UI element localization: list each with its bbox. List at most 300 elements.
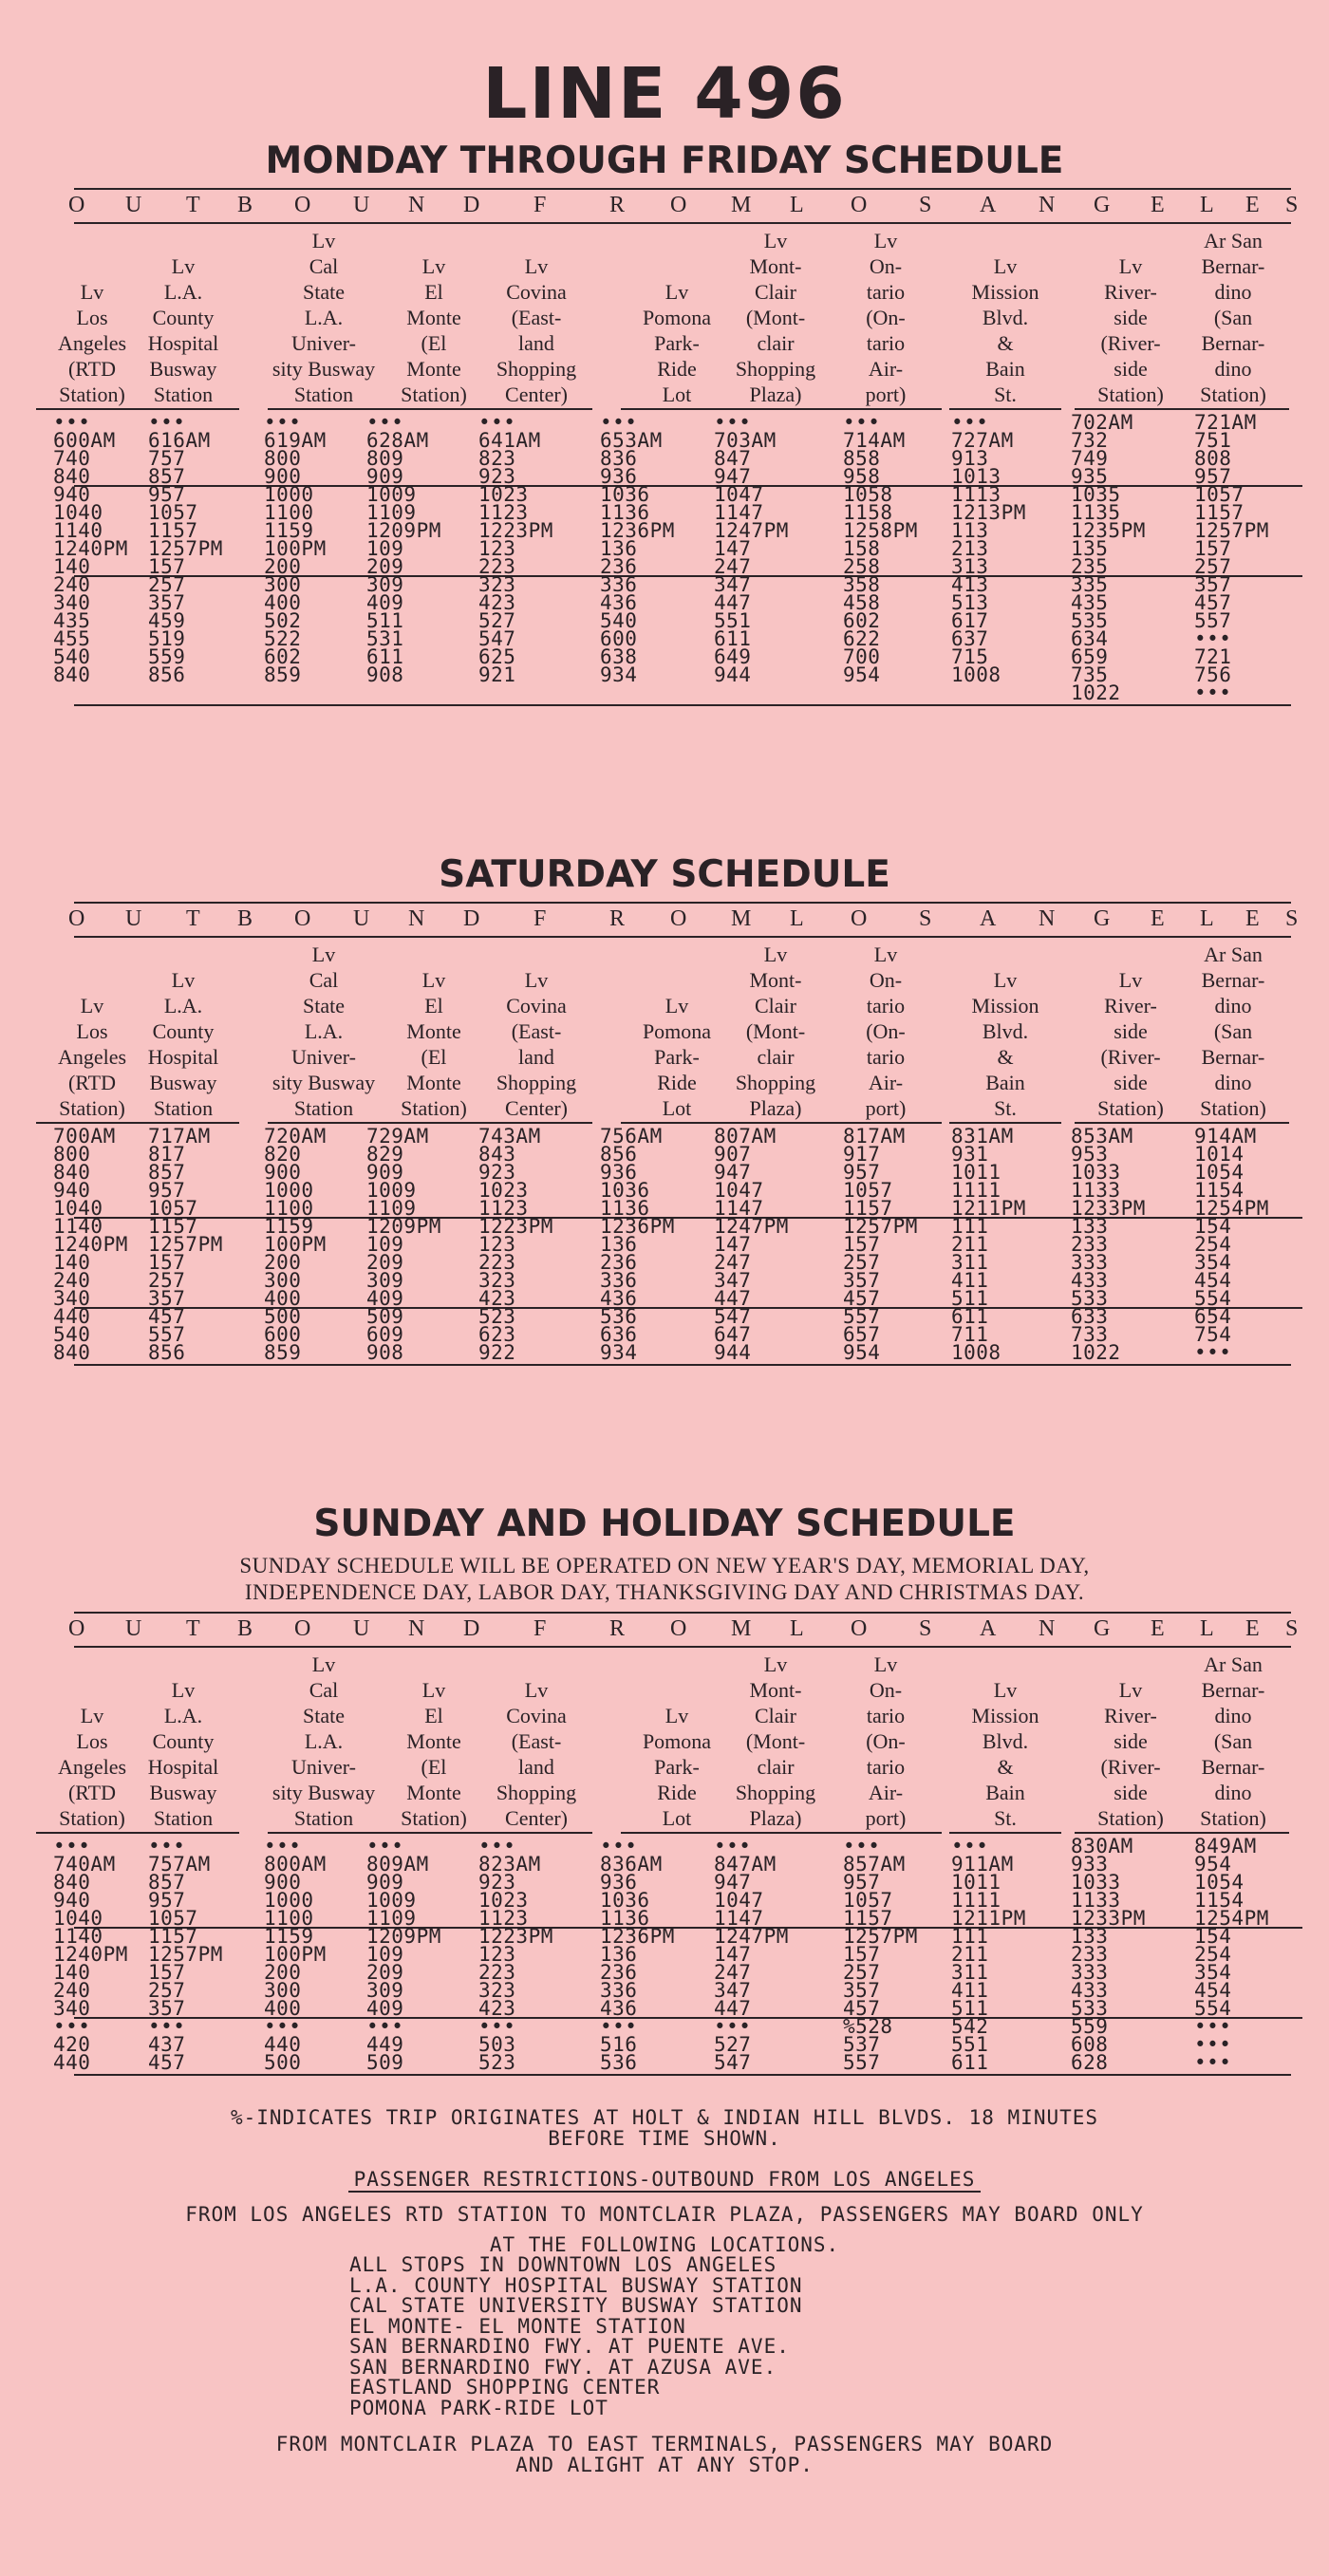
- time-cell: 907: [714, 1143, 752, 1166]
- column-header-line: On-: [869, 1678, 903, 1702]
- column-header-line: Lv: [311, 1652, 336, 1676]
- column-header-line: Univer-: [291, 1045, 356, 1069]
- banner-letter: N: [408, 193, 425, 217]
- column-header: [949, 967, 1061, 1124]
- column-header-line: clair: [757, 1045, 795, 1069]
- banner-letter: M: [731, 906, 752, 931]
- time-cell: 1057: [843, 1179, 893, 1202]
- time-cell: 1257PM: [148, 537, 223, 560]
- time-cell: 840: [53, 465, 91, 488]
- time-cell: 1023: [478, 483, 529, 506]
- time-cell: 702AM: [1071, 411, 1133, 434]
- time-cell: 1257PM: [843, 1215, 918, 1238]
- restrictions-line-1: FROM LOS ANGELES RTD STATION TO MONTCLAIR PLAZA, PASSENGERS MAY BOARD ONLY: [185, 2203, 1144, 2226]
- time-cell: 254: [1194, 1233, 1232, 1256]
- time-cell: 257: [148, 1979, 186, 2002]
- banner-letter: F: [533, 1616, 547, 1641]
- time-cell: 936: [600, 465, 638, 488]
- time-cell: 1013: [951, 465, 1001, 488]
- time-cell: 1111: [951, 1179, 1001, 1202]
- time-cell: 233: [1071, 1233, 1109, 1256]
- column-header: [480, 253, 592, 410]
- time-cell: 157: [148, 1961, 186, 1984]
- time-cell: 900: [264, 1161, 302, 1184]
- time-cell: 703AM: [714, 429, 777, 452]
- time-cell: 136: [600, 1943, 638, 1966]
- column-header-line: Pomona: [642, 306, 712, 329]
- boarding-location-item: SAN BERNARDINO FWY. AT AZUSA AVE.: [349, 2355, 777, 2379]
- row-divider: [74, 2017, 1302, 2019]
- time-cell: 700: [843, 645, 881, 668]
- restrictions-line-2: AT THE FOLLOWING LOCATIONS.: [489, 2233, 840, 2256]
- column-header-line: Lv: [1118, 968, 1143, 992]
- time-cell: •••: [366, 411, 404, 434]
- time-cell: 240: [53, 1979, 91, 2002]
- time-cell: •••: [478, 2015, 516, 2038]
- column-header-line: Angeles: [57, 331, 127, 355]
- column-header-line: Air-: [868, 1071, 904, 1094]
- time-cell: 1057: [1194, 483, 1245, 506]
- time-cell: 1123: [478, 1197, 529, 1220]
- column-header: [127, 1677, 239, 1834]
- column-header-line: Lv: [1118, 254, 1143, 278]
- time-cell: 300: [264, 573, 302, 596]
- row-divider: [74, 1307, 1302, 1309]
- time-cell: 807AM: [714, 1125, 777, 1148]
- time-cell: 409: [366, 591, 404, 614]
- time-cell: 1011: [951, 1871, 1001, 1894]
- column-header-line: Bernar-: [1201, 968, 1265, 992]
- time-cell: 357: [1194, 573, 1232, 596]
- time-cell: 457: [148, 2051, 186, 2074]
- time-cell: 1135: [1071, 501, 1121, 524]
- column-header: [720, 1652, 832, 1834]
- column-header-line: Pomona: [642, 1019, 712, 1043]
- time-cell: 154: [1194, 1215, 1232, 1238]
- time-cell: 1254PM: [1194, 1197, 1269, 1220]
- time-cell: •••: [843, 411, 881, 434]
- time-cell: 954: [843, 663, 881, 686]
- column-header: [268, 228, 380, 410]
- time-cell: 934: [600, 1341, 638, 1364]
- time-cell: 236: [600, 1961, 638, 1984]
- time-cell: 840: [53, 1871, 91, 1894]
- time-cell: 940: [53, 1889, 91, 1912]
- time-cell: 333: [1071, 1251, 1109, 1274]
- table-bottom-rule: [74, 1364, 1291, 1366]
- column-header-line: Covina: [506, 994, 567, 1017]
- time-cell: 357: [843, 1269, 881, 1292]
- time-cell: 600AM: [53, 429, 116, 452]
- time-cell: 436: [600, 591, 638, 614]
- time-cell: 743AM: [478, 1125, 541, 1148]
- column-header-line: County: [152, 1019, 215, 1043]
- time-cell: 1159: [264, 1925, 314, 1948]
- column-header-line: (East-: [511, 1019, 562, 1043]
- row-divider: [74, 485, 1302, 487]
- time-cell: 1147: [714, 1197, 764, 1220]
- column-header-line: Ar San: [1204, 943, 1263, 966]
- column-header: [1075, 1677, 1187, 1834]
- time-cell: 1140: [53, 1925, 103, 1948]
- east-terminals-line-2: AND ALIGHT AT ANY STOP.: [515, 2454, 814, 2476]
- time-cell: 628: [1071, 2051, 1109, 2074]
- time-cell: 457: [1194, 591, 1232, 614]
- time-cell: 944: [714, 1341, 752, 1364]
- time-cell: 900: [264, 465, 302, 488]
- time-cell: 1209PM: [366, 1215, 441, 1238]
- time-cell: 638: [600, 645, 638, 668]
- column-header-line: Station): [1200, 383, 1266, 406]
- time-cell: 659: [1071, 645, 1109, 668]
- time-cell: 533: [1071, 1287, 1109, 1310]
- time-cell: 954: [843, 1341, 881, 1364]
- time-cell: 1109: [366, 1907, 417, 1930]
- column-header-line: Lot: [662, 1096, 692, 1120]
- time-cell: 717AM: [148, 1125, 211, 1148]
- time-cell: 547: [478, 627, 516, 650]
- column-header-line: Lv: [311, 229, 336, 252]
- east-terminals-line-1: FROM MONTCLAIR PLAZA TO EAST TERMINALS, PASSENGERS MAY BOARD: [275, 2433, 1054, 2455]
- column-header-line: (RTD: [67, 1781, 116, 1804]
- time-cell: 309: [366, 573, 404, 596]
- boarding-location-item: EASTLAND SHOPPING CENTER: [349, 2376, 661, 2399]
- time-cell: 340: [53, 1287, 91, 1310]
- time-cell: 500: [264, 2051, 302, 2074]
- table-bottom-rule: [74, 704, 1291, 706]
- time-cell: 1247PM: [714, 1215, 789, 1238]
- time-cell: 700AM: [53, 1125, 116, 1148]
- column-header-line: Los: [76, 306, 108, 329]
- time-cell: 1233PM: [1071, 1197, 1146, 1220]
- time-cell: 423: [478, 1287, 516, 1310]
- column-header-line: Ar San: [1204, 1652, 1263, 1676]
- time-cell: 922: [478, 1341, 516, 1364]
- time-cell: 519: [148, 627, 186, 650]
- column-header-line: Bain: [985, 1071, 1025, 1094]
- column-header-line: Mont-: [749, 968, 802, 992]
- banner-letter: R: [609, 1616, 626, 1641]
- table-row: [53, 573, 1291, 596]
- table-row: [53, 1907, 1291, 1930]
- column-header-line: Bernar-: [1201, 1678, 1265, 1702]
- time-cell: 440: [264, 2033, 302, 2056]
- column-header-line: (Mont-: [745, 1729, 806, 1753]
- banner-letter: S: [919, 193, 932, 217]
- time-cell: 158: [843, 537, 881, 560]
- time-cell: 257: [1194, 555, 1232, 578]
- time-cell: 502: [264, 609, 302, 632]
- time-cell: 1236PM: [600, 519, 675, 542]
- time-cell: 336: [600, 1269, 638, 1292]
- time-cell: 843: [478, 1143, 516, 1166]
- table-row: [53, 591, 1291, 614]
- column-header-line: Station): [1097, 1806, 1164, 1830]
- time-cell: 1047: [714, 1889, 764, 1912]
- column-header-line: Monte: [406, 306, 461, 329]
- table-row: [53, 1979, 1291, 2002]
- column-header: [720, 942, 832, 1124]
- time-cell: •••: [264, 411, 302, 434]
- column-header-line: St.: [994, 1806, 1017, 1830]
- time-cell: 1247PM: [714, 519, 789, 542]
- time-cell: 721AM: [1194, 411, 1257, 434]
- time-cell: 157: [843, 1233, 881, 1256]
- time-cell: •••: [600, 2015, 638, 2038]
- time-cell: 857: [148, 1871, 186, 1894]
- banner-letter: S: [919, 906, 932, 931]
- time-cell: 809: [366, 447, 404, 470]
- time-cell: 336: [600, 573, 638, 596]
- time-cell: 735: [1071, 663, 1109, 686]
- time-cell: 936: [600, 1161, 638, 1184]
- time-cell: 509: [366, 2051, 404, 2074]
- column-header-line: State: [303, 1704, 345, 1727]
- time-cell: 1257PM: [148, 1943, 223, 1966]
- column-header-line: Mont-: [749, 1678, 802, 1702]
- time-cell: 1009: [366, 1889, 417, 1912]
- column-header-line: Clair: [755, 994, 796, 1017]
- table-row: [53, 2015, 1291, 2038]
- banner-letter: S: [1285, 1616, 1299, 1641]
- time-cell: 1147: [714, 1907, 764, 1930]
- table-bottom-rule: [74, 2074, 1291, 2076]
- time-cell: 957: [148, 1889, 186, 1912]
- sunday-notice-line-1: SUNDAY SCHEDULE WILL BE OPERATED ON NEW YEAR'S DAY, MEMORIAL DAY,: [239, 1554, 1090, 1577]
- time-cell: 111: [951, 1925, 989, 1948]
- column-header-line: port): [865, 1806, 907, 1830]
- boarding-location-item: ALL STOPS IN DOWNTOWN LOS ANGELES: [349, 2253, 777, 2276]
- banner-letter: B: [237, 1616, 253, 1641]
- column-header-line: land: [518, 1755, 554, 1779]
- time-cell: 147: [714, 1233, 752, 1256]
- time-cell: 857: [148, 465, 186, 488]
- time-cell: 323: [478, 573, 516, 596]
- time-cell: 1235PM: [1071, 519, 1146, 542]
- time-cell: 527: [714, 2033, 752, 2056]
- banner-letter: U: [353, 1616, 370, 1641]
- time-cell: 109: [366, 537, 404, 560]
- time-cell: 433: [1071, 1269, 1109, 1292]
- time-cell: 957: [843, 1871, 881, 1894]
- time-cell: 729AM: [366, 1125, 429, 1148]
- time-cell: 1008: [951, 663, 1001, 686]
- time-cell: 557: [843, 2051, 881, 2074]
- banner-letter: O: [851, 906, 868, 931]
- time-cell: •••: [1194, 2051, 1232, 2074]
- time-cell: 440: [53, 1305, 91, 1328]
- banner-letter: T: [186, 193, 200, 217]
- time-cell: 859: [264, 1341, 302, 1364]
- time-cell: 247: [714, 1251, 752, 1274]
- banner-letter: D: [463, 906, 480, 931]
- column-header-line: Lv: [763, 943, 788, 966]
- banner-letter: L: [1200, 193, 1214, 217]
- time-cell: 1223PM: [478, 1215, 553, 1238]
- column-header-line: dino: [1214, 357, 1252, 381]
- column-header-line: side: [1114, 1729, 1148, 1753]
- banner-letter: B: [237, 193, 253, 217]
- column-header: [1177, 1652, 1289, 1834]
- weekday-schedule-table: [53, 188, 1299, 704]
- banner-letter: F: [533, 193, 547, 217]
- column-header-line: Ride: [657, 1071, 697, 1094]
- time-cell: •••: [148, 411, 186, 434]
- column-header-line: On-: [869, 254, 903, 278]
- column-header-line: Station): [401, 1806, 467, 1830]
- time-cell: •••: [1194, 681, 1232, 704]
- column-header: [268, 1652, 380, 1834]
- column-header-line: sity Busway: [271, 1071, 376, 1094]
- time-cell: 1000: [264, 483, 314, 506]
- column-header-line: Hospital: [147, 331, 219, 355]
- time-cell: 857AM: [843, 1853, 906, 1876]
- time-cell: 1136: [600, 1197, 650, 1220]
- time-cell: 836: [600, 447, 638, 470]
- time-cell: 714AM: [843, 429, 906, 452]
- time-cell: •••: [53, 411, 91, 434]
- row-divider: [74, 1927, 1302, 1929]
- time-cell: 740AM: [53, 1853, 116, 1876]
- time-cell: 1000: [264, 1889, 314, 1912]
- column-header-line: Busway: [149, 357, 217, 381]
- time-cell: 1136: [600, 1907, 650, 1930]
- time-cell: 947: [714, 1871, 752, 1894]
- column-header-line: L.A.: [304, 1729, 344, 1753]
- column-header-line: Shopping: [735, 1071, 816, 1094]
- column-header-line: Shopping: [496, 1781, 577, 1804]
- weekday-title: MONDAY THROUGH FRIDAY SCHEDULE: [265, 140, 1064, 182]
- time-cell: 751: [1194, 429, 1232, 452]
- time-cell: 511: [951, 1997, 989, 2020]
- time-cell: 858: [843, 447, 881, 470]
- banner-letter: O: [670, 1616, 687, 1641]
- outbound-banner: [68, 902, 1299, 938]
- time-cell: 809AM: [366, 1853, 429, 1876]
- time-cell: 957: [148, 1179, 186, 1202]
- time-cell: 653AM: [600, 429, 663, 452]
- time-cell: 1054: [1194, 1161, 1245, 1184]
- column-header-line: (East-: [511, 1729, 562, 1753]
- time-cell: 808: [1194, 447, 1232, 470]
- time-cell: 1100: [264, 501, 314, 524]
- time-cell: 840: [53, 1341, 91, 1364]
- time-cell: 554: [1194, 1997, 1232, 2020]
- time-cell: 823: [478, 447, 516, 470]
- time-cell: 536: [600, 2051, 638, 2074]
- time-cell: 647: [714, 1323, 752, 1346]
- column-header-line: L.A.: [163, 1704, 203, 1727]
- banner-letter: O: [294, 906, 311, 931]
- column-header-line: Angeles: [57, 1755, 127, 1779]
- banner-letter: O: [670, 193, 687, 217]
- time-cell: 749: [1071, 447, 1109, 470]
- column-header-line: port): [865, 383, 907, 406]
- banner-letter: L: [1200, 906, 1214, 931]
- column-header-line: Station): [1097, 383, 1164, 406]
- time-cell: 200: [264, 1251, 302, 1274]
- time-cell: 509: [366, 1305, 404, 1328]
- time-cell: 223: [478, 1251, 516, 1274]
- column-header-line: Busway: [149, 1071, 217, 1094]
- time-cell: 1009: [366, 483, 417, 506]
- banner-letter: N: [1039, 1616, 1056, 1641]
- table-row: [53, 1269, 1291, 1292]
- time-cell: 257: [148, 573, 186, 596]
- time-cell: 551: [714, 609, 752, 632]
- time-cell: •••: [53, 2015, 91, 2038]
- time-cell: 616AM: [148, 429, 211, 452]
- time-cell: 654: [1194, 1305, 1232, 1328]
- banner-letter: O: [294, 1616, 311, 1641]
- column-header-line: Hospital: [147, 1045, 219, 1069]
- column-header-line: (River-: [1100, 331, 1161, 355]
- column-header-line: Lv: [664, 994, 689, 1017]
- time-cell: 1022: [1071, 681, 1121, 704]
- column-header-line: (On-: [866, 1019, 906, 1043]
- column-header-line: L.A.: [163, 994, 203, 1017]
- column-header-line: Station: [153, 1806, 214, 1830]
- time-cell: 258: [843, 555, 881, 578]
- time-cell: 1014: [1194, 1143, 1245, 1166]
- column-header-line: Bain: [985, 357, 1025, 381]
- column-header-line: (El: [421, 1045, 447, 1069]
- time-cell: 1258PM: [843, 519, 918, 542]
- time-cell: 727AM: [951, 429, 1014, 452]
- time-cell: 633: [1071, 1305, 1109, 1328]
- table-row: [53, 1197, 1291, 1220]
- column-header-line: sity Busway: [271, 1781, 376, 1804]
- time-cell: 823AM: [478, 1853, 541, 1876]
- time-cell: •••: [478, 1835, 516, 1857]
- time-cell: 254: [1194, 1943, 1232, 1966]
- table-row: [53, 1943, 1291, 1966]
- boarding-location-item: SAN BERNARDINO FWY. AT PUENTE AVE.: [349, 2335, 790, 2358]
- time-cell: 559: [148, 645, 186, 668]
- time-cell: 608: [1071, 2033, 1109, 2056]
- column-headers: [57, 1648, 1291, 1838]
- time-cell: 856: [600, 1143, 638, 1166]
- time-cell: 240: [53, 1269, 91, 1292]
- banner-letter: E: [1151, 1616, 1165, 1641]
- time-cell: 1100: [264, 1197, 314, 1220]
- time-cell: 1211PM: [951, 1197, 1026, 1220]
- time-cell: 1023: [478, 1179, 529, 1202]
- time-cell: •••: [148, 2015, 186, 2038]
- time-cell: 537: [843, 2033, 881, 2056]
- table-row: [53, 1305, 1291, 1328]
- column-header: [378, 253, 490, 410]
- banner-letter: O: [68, 906, 85, 931]
- column-header-line: Clair: [755, 280, 796, 304]
- time-cell: 257: [843, 1251, 881, 1274]
- time-cell: 940: [53, 1179, 91, 1202]
- banner-letter: L: [790, 1616, 804, 1641]
- table-row: [53, 1961, 1291, 1984]
- time-cell: 157: [148, 1251, 186, 1274]
- schedule-rows: [53, 411, 1291, 704]
- boarding-location-item: EL MONTE- EL MONTE STATION: [349, 2314, 686, 2338]
- banner-letter: S: [1285, 193, 1299, 217]
- boarding-locations-list: [349, 2255, 803, 2418]
- column-header: [949, 253, 1061, 410]
- time-cell: 340: [53, 1997, 91, 2020]
- time-cell: 1140: [53, 519, 103, 542]
- time-cell: 1157: [1194, 501, 1245, 524]
- column-header-line: Center): [505, 1806, 568, 1830]
- column-header-line: Plaza): [749, 1096, 802, 1120]
- time-cell: 1236PM: [600, 1925, 675, 1948]
